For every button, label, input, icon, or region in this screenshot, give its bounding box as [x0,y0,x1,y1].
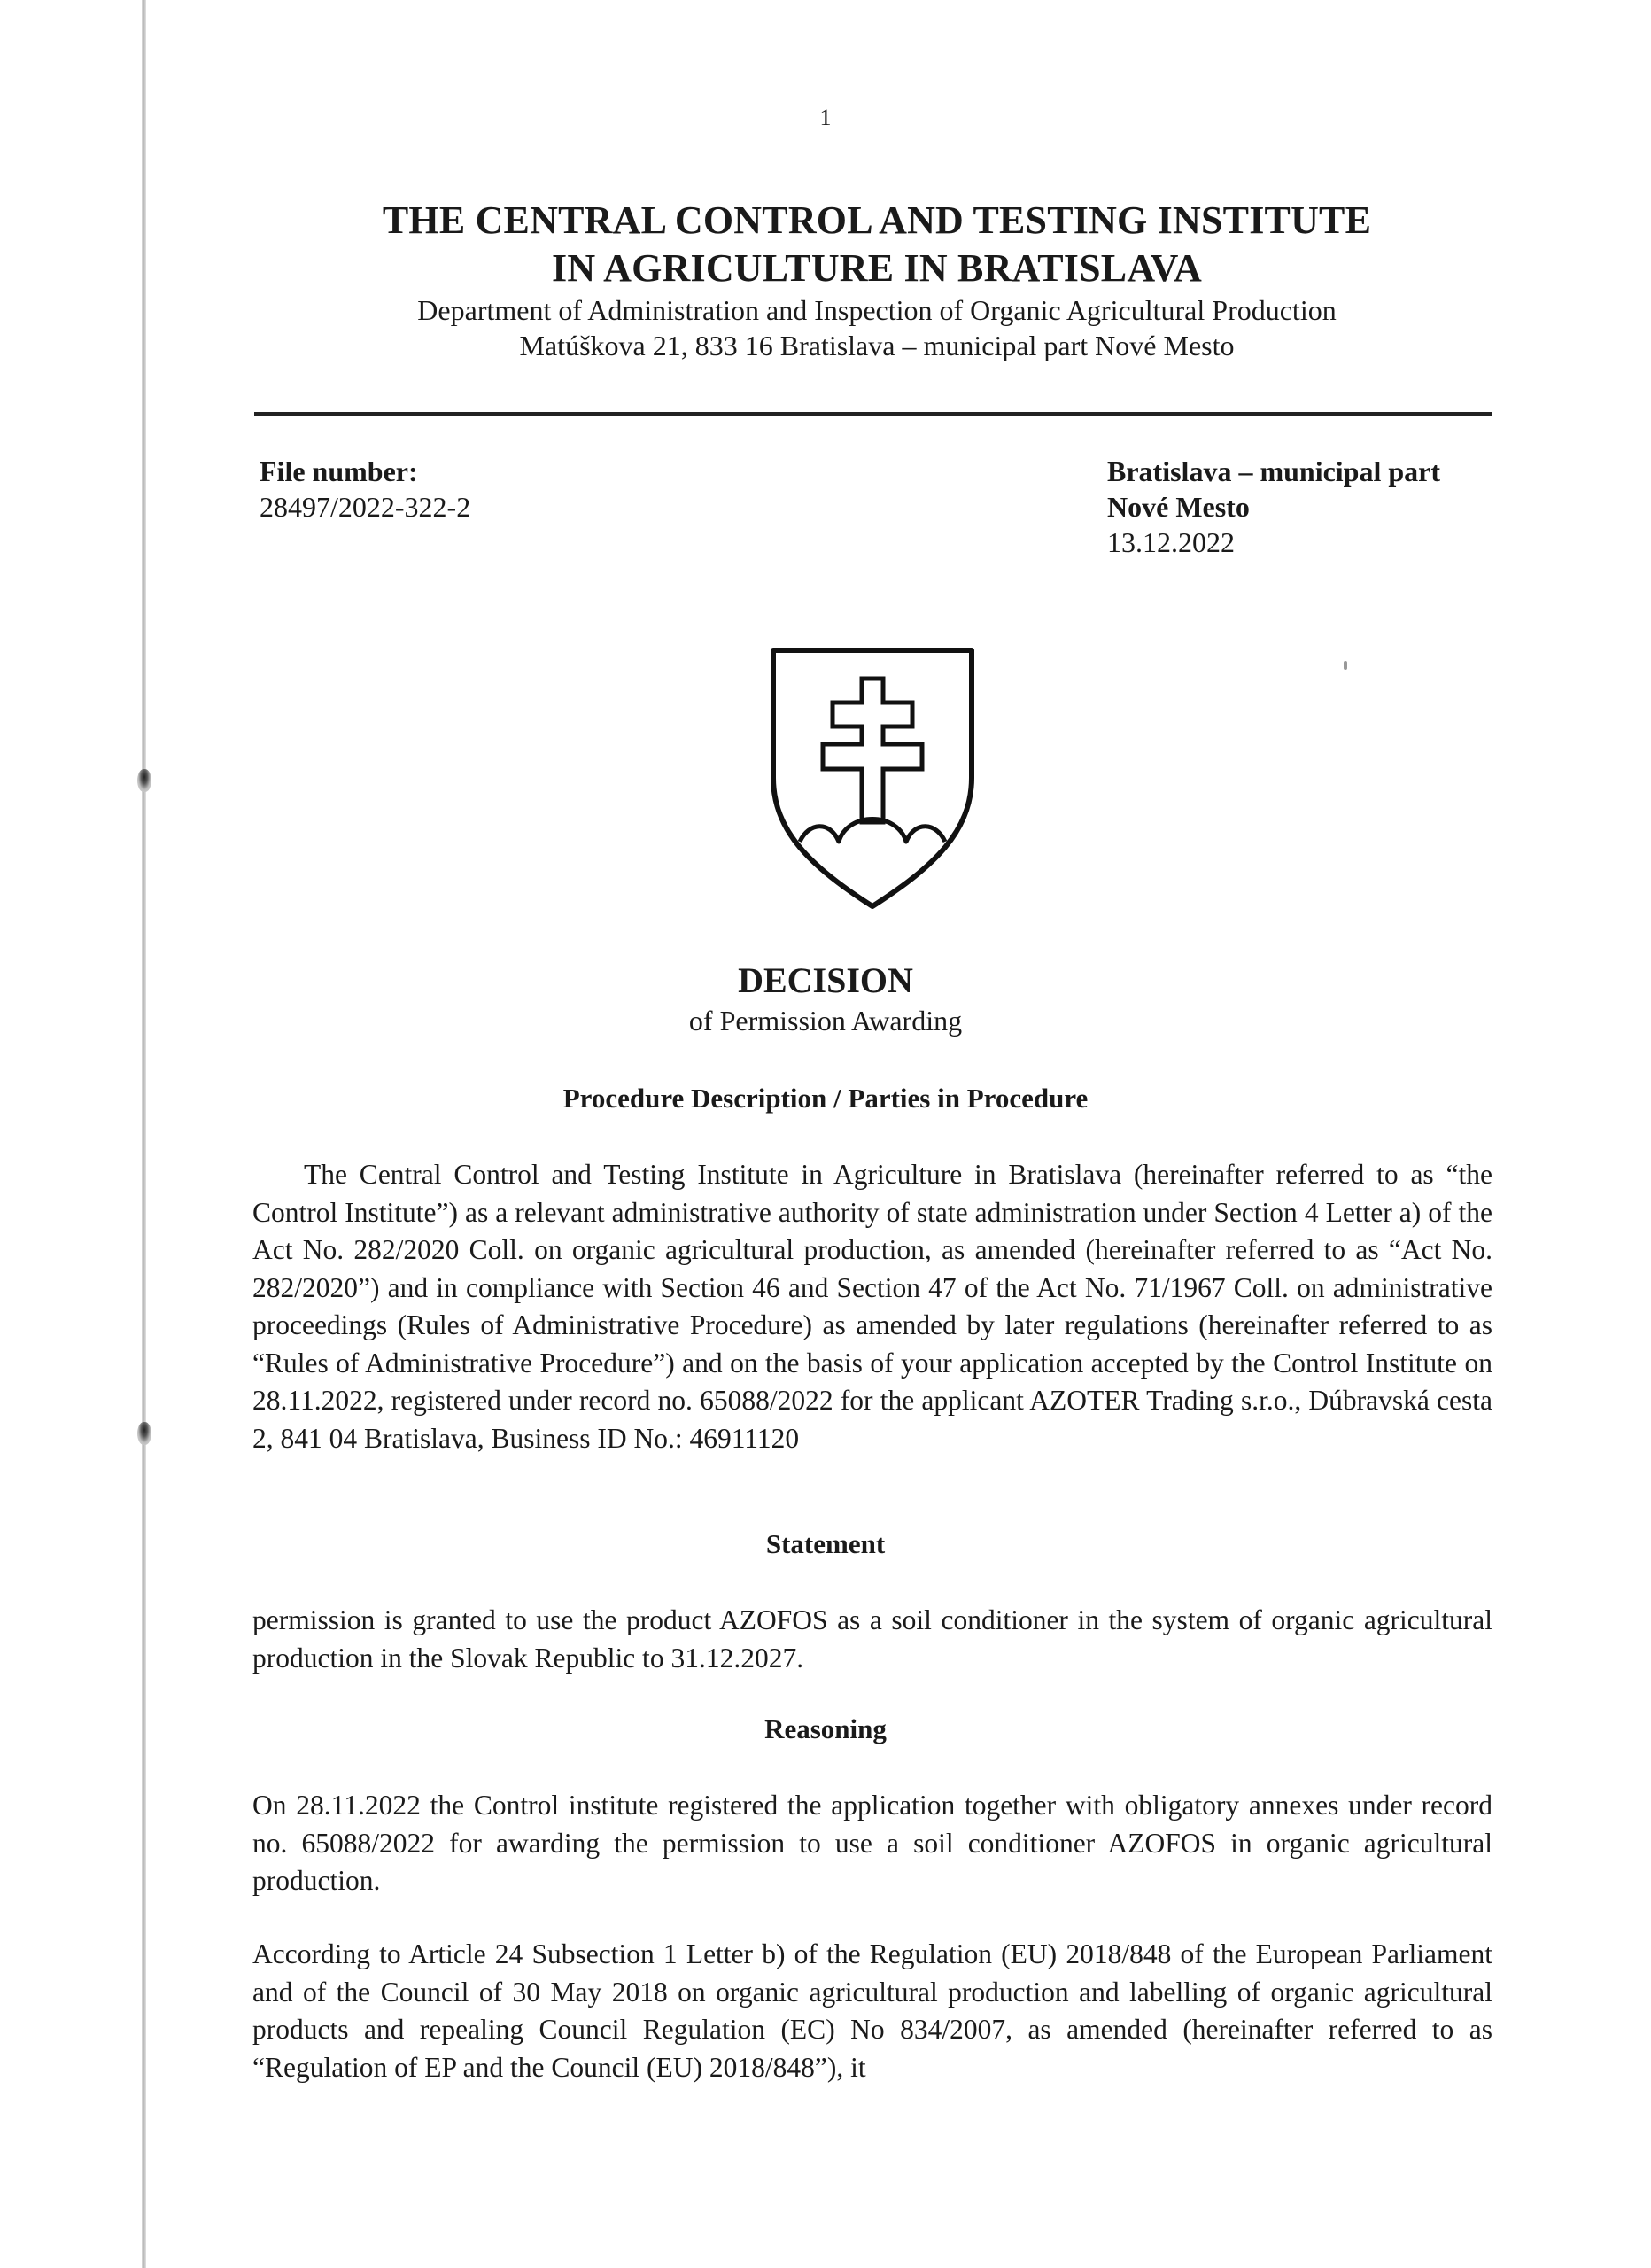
binding-staple-mark [137,769,151,792]
decision-heading-block [0,959,1651,1038]
decision-subtitle: of Permission Awarding [688,1005,963,1037]
place-date-block [1107,454,1440,560]
statement-paragraph: permission is granted to use the product AZOFOS as a soil conditioner in the system of organic agricultural production in the Slovak Republic to 31.12.2027. [252,1604,1492,1674]
file-number-block [260,454,470,524]
binding-edge [142,0,146,2268]
slovak-coat-of-arms-icon [766,645,979,911]
decision-title: DECISION [738,960,913,1000]
institute-title-line1: THE CENTRAL CONTROL AND TESTING INSTITUTE [382,198,1372,242]
reasoning-paragraph-2: According to Article 24 Subsection 1 Letter b) of the Regulation (EU) 2018/848 of the European Parliament and of the Council of 30 May 2018 on organic agricultural production and labelling of organic agricultural products and repealing Council Regulation (EC) No 834/2007, as amended (hereinafter referred to as “Regulation of EP and the Council (EU) 2018/848”), it [252,1938,1492,2083]
statement-heading: Statement [765,1528,886,1559]
place-line2: Nové Mesto [1107,491,1250,523]
letterhead [257,197,1497,363]
file-number-label: File number: [260,455,418,487]
institute-address: Matúškova 21, 833 16 Bratislava – municipal part Nové Mesto [519,330,1235,361]
department-name: Department of Administration and Inspection of Organic Agricultural Production [417,294,1337,326]
file-number-value: 28497/2022-322-2 [260,491,471,523]
reasoning-paragraph-1: On 28.11.2022 the Control institute registered the application together with obligatory annexes under record no. 65088/2022 for awarding the permission to use a soil conditioner AZOFOS in organic agricultural production. [252,1790,1492,1896]
reasoning-heading: Reasoning [764,1713,887,1744]
header-divider [254,412,1492,416]
binding-staple-mark [137,1422,151,1445]
document-date: 13.12.2022 [1107,526,1235,558]
page-number: 1 [819,105,832,130]
place-line1: Bratislava – municipal part [1107,455,1441,487]
procedure-heading: Procedure Description / Parties in Procedure [562,1083,1089,1114]
institute-title-line2: IN AGRICULTURE IN BRATISLAVA [552,246,1202,290]
procedure-paragraph: The Central Control and Testing Institute in Agriculture in Bratislava (hereinafter referred to as “the Control Institute”) as a relevant administrative authority of state administration under Section 4 Letter a) of the Act No. 282/2020 Coll. on organic agricultural production, as amended (hereinafter referred to as “Act No. 282/2020”) and in compliance with Section 46 and Section 47 of the Act No. 71/1967 Coll. on administrative proceedings (Rules of Administrative Procedure) as amended by later regulations (hereinafter referred to as “Rules of Administrative Procedure”) and on the basis of your application accepted by the Control Institute on 28.11.2022, registered under record no. 65088/2022 for the applicant AZOTER Trading s.r.o., Dúbravská cesta 2, 841 04 Bratislava, Business ID No.: 46911120 [252,1159,1492,1454]
scan-speck [1344,661,1347,670]
